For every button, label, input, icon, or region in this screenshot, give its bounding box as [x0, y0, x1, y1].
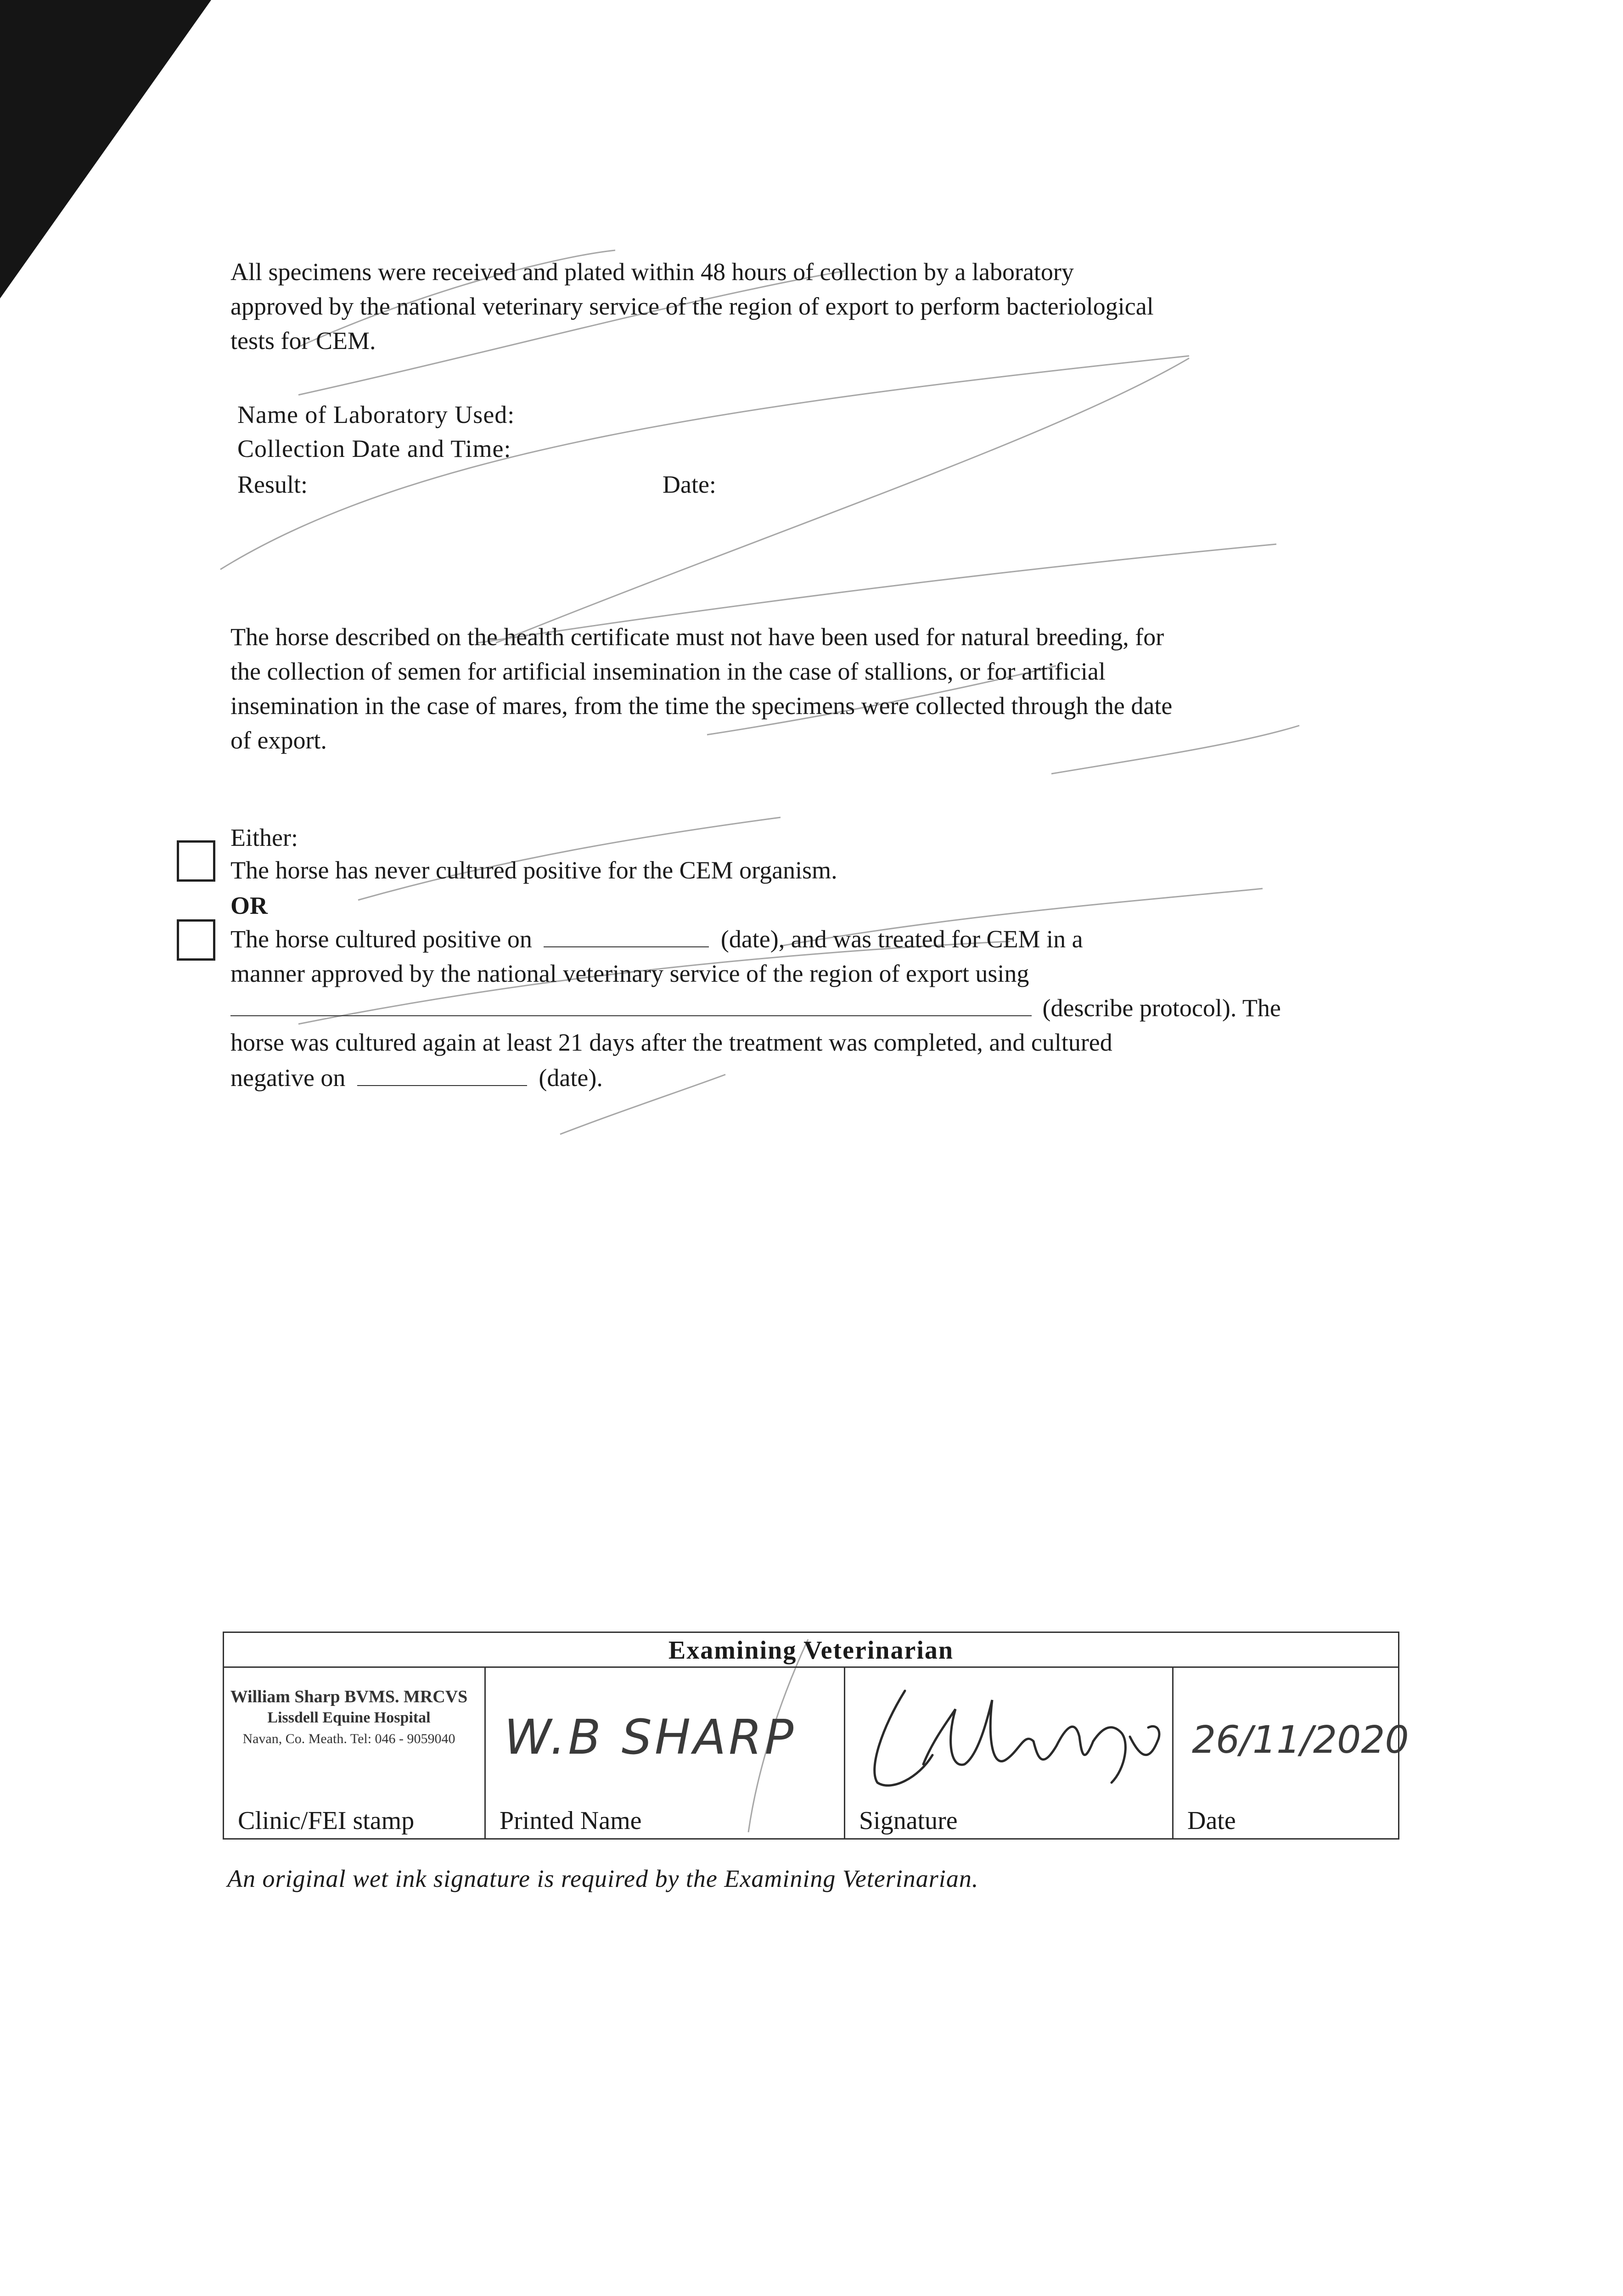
- clinic-stamp-label: Clinic/FEI stamp: [238, 1806, 415, 1835]
- option2-line2: manner approved by the national veterinary service of the region of export using: [230, 960, 1029, 987]
- option2-text-negative: negative on: [230, 1064, 346, 1092]
- collection-date-label: Collection Date and Time:: [237, 435, 511, 462]
- table-header: Examining Veterinarian: [224, 1633, 1398, 1668]
- signature-scribble: [854, 1677, 1167, 1796]
- specimens-line: tests for CEM.: [230, 327, 376, 355]
- date-column-label: Date: [1187, 1806, 1236, 1835]
- examining-veterinarian-table: [223, 1632, 1409, 1840]
- date-label: Date:: [663, 471, 716, 498]
- option2-text-b: (date), and was treated for CEM in a: [720, 925, 1083, 953]
- specimens-line: approved by the national veterinary service of the region of export to perform bacteriological: [230, 293, 1154, 320]
- specimens-line: All specimens were received and plated within 48 hours of collection by a laboratory: [230, 258, 1074, 286]
- result-label: Result:: [237, 471, 308, 498]
- printed-name-value: W.B SHARP: [504, 1709, 797, 1765]
- option2-text-a: The horse cultured positive on: [230, 925, 532, 953]
- protocol-blank[interactable]: [230, 995, 1032, 1016]
- signed-date-value: 26/11/2020: [1192, 1718, 1409, 1762]
- breeding-paragraph: [230, 620, 1172, 758]
- option1-checkbox[interactable]: [177, 840, 215, 882]
- breeding-line: of export.: [230, 726, 327, 754]
- option1-text: The horse has never cultured positive for the CEM organism.: [230, 856, 837, 884]
- specimens-paragraph: [230, 255, 1154, 358]
- lab-name-label: Name of Laboratory Used:: [237, 401, 515, 428]
- printed-name-label: Printed Name: [500, 1806, 642, 1835]
- option2-checkbox[interactable]: [177, 919, 215, 961]
- signature-label: Signature: [859, 1806, 958, 1835]
- stamp-vet-name: William Sharp BVMS. MRCVS: [230, 1687, 468, 1706]
- breeding-line: The horse described on the health certificate must not have been used for natural breeding, for: [230, 623, 1164, 651]
- negative-date-blank[interactable]: [357, 1065, 527, 1086]
- breeding-line: insemination in the case of mares, from the time the specimens were collected through the date: [230, 692, 1173, 720]
- stamp-hospital: Lissdell Equine Hospital: [267, 1709, 431, 1726]
- option2-text-protocol: (describe protocol). The: [1042, 994, 1281, 1022]
- positive-date-blank[interactable]: [544, 926, 709, 947]
- or-label: OR: [230, 892, 268, 919]
- option2-line3: [230, 991, 1281, 1025]
- clinic-stamp: [211, 1686, 487, 1750]
- either-label: Either:: [230, 824, 298, 851]
- stamp-address: Navan, Co. Meath. Tel: 046 - 9059040: [242, 1731, 455, 1746]
- option2-text-date: (date).: [539, 1064, 603, 1092]
- option2-line1: [230, 922, 1083, 957]
- signature-cell: [845, 1668, 1174, 1838]
- breeding-line: the collection of semen for artificial insemination in the case of stallions, or for artificial: [230, 658, 1106, 685]
- scan-corner-shadow: [0, 0, 211, 298]
- option2-line4: horse was cultured again at least 21 days after the treatment was completed, and cultured: [230, 1029, 1112, 1056]
- option2-line5: [230, 1061, 603, 1095]
- clinic-stamp-cell: [224, 1668, 486, 1838]
- date-cell: [1174, 1668, 1409, 1838]
- printed-name-cell: [486, 1668, 845, 1838]
- wet-ink-footnote: An original wet ink signature is required by the Examining Veterinarian.: [227, 1865, 979, 1892]
